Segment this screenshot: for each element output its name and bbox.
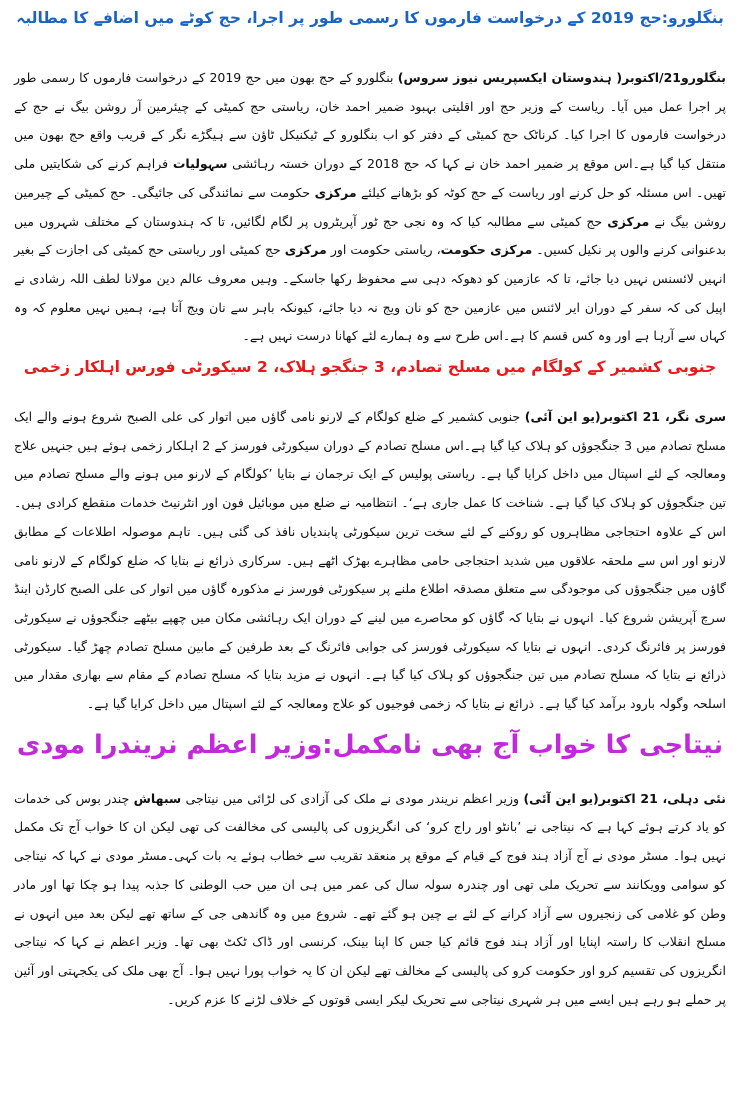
body-hajj-part2: فراہم کرنے کی شکایتیں ملی تھیں۔ اس مسئلہ کو حل کرنے اور ریاست کے حج کوٹہ کو بڑھانے کیلئے xyxy=(14,156,726,200)
body-hajj-bold4: مرکزی حکومت xyxy=(440,242,533,258)
body-kashmir-text: جنوبی کشمیر کے ضلع کولگام کے لارنو نامی گاؤں میں اتوار کی علی الصبح شروع ہونے والے ایک مسلح تصادم میں 3 جنگجوؤں کو ہلاک کیا گیا ہے۔اس مسلح تصادم کے دوران سیکورٹی فورسز کے 2 اہلکار زخمی ہوئے ہیں جنہیں علاج ومعالجہ کے لئے اسپتال میں داخل کرایا گیا ہے۔ ریاستی پولیس کے ایک ترجمان نے بتایا ’کولگام کے لارنو میں ہونے والے مسلح تصادم میں تین جنگجوؤں کو ہلاک کیا گیا ہے۔ شناخت کا عمل جاری ہے‘۔ انتظامیہ نے ضلع میں موبائیل فون اور انٹرنیٹ خدمات منقطع کرادی ہیں۔ اس کے علاوہ احتجاجی مظاہروں کو روکنے کے لئے سخت ترین سیکورٹی پابندیاں نافذ کی گئی ہیں۔ تاہم موصولہ اطلاعات کے مطابق لارنو اور اس سے ملحقہ علاقوں میں شدید احتجاجی حامی مظاہرے بھڑک اٹھے ہیں۔ سرکاری ذرائع نے بتایا کہ ضلع کولگام کے لارنو نامی گاؤں میں جنگجوؤں کی موجودگی سے متعلق مصدقہ اطلاع ملنے پر سیکورٹی فورسز نے مذکورہ گاؤں میں اتوار کی علی الصبح کارڈن اینڈ سرچ آپریشن شروع کیا۔ انہوں نے بتایا کہ گاؤں کو محاصرے میں لینے کے دوران ایک رہائشی مکان میں چھپے بیٹھے جنگجوؤں نے سیکورٹی فورسز پر فائرنگ کردی۔ انہوں نے بتایا کہ سیکورٹی فورسز کی جوابی فائرنگ کے بعد طرفین کے مابین مسلح تصادم چھڑ گیا۔ سیکورٹی ذرائع نے بتایا کہ مسلح تصادم میں تین جنگجوؤں کو ہلاک کیا گیا ہے۔ انہوں نے مزید بتایا کہ مسلح تصادم کے مقام سے بھاری مقدار میں اسلحہ وگولہ بارود برآمد کیا گیا ہے۔ ذرائع نے بتایا کہ زخمی فوجیوں کو علاج ومعالجہ کے لئے اسپتال میں داخل کرایا گیا ہے۔ xyxy=(14,409,726,712)
dateline-netaji: نئی دہلی، 21 اکتوبر(یو این آئی) xyxy=(523,790,726,806)
body-hajj-bold3: مرکزی xyxy=(607,213,650,229)
body-netaji-bold1: سبھاش xyxy=(133,790,182,806)
article-netaji xyxy=(14,725,726,1015)
body-hajj-bold1: سہولیات xyxy=(172,156,228,172)
headline-kashmir: جنوبی کشمیر کے کولگام میں مسلح تصادم، 3 جنگجو ہلاک، 2 سیکورٹی فورس اہلکار زخمی xyxy=(23,358,717,377)
body-netaji-part2: چندر بوس کی خدمات کو یاد کرتے ہوئے کہا ہے کہ نیتاجی نے ’بانٹو اور راج کرو‘ کی انگریزوں کی پالیسی کی مخالفت کی تھی لیکن ان کا خواب آج تک مکمل نہیں ہوا۔ مسٹر مودی نے آج آزاد ہند فوج کے قیام کے موقع پر منعقد تقریب سے خطاب ہوئے یہ بات کہی۔مسٹر مودی نے کہا کہ نیتاجی کو سوامی وویکانند سے تحریک ملی تھی اور چندرہ سولہ سال کی عمر میں ہی ان میں حب الوطنی کا جذبہ پیدا ہو چکا تھا اور مادر وطن کو غلامی کی زنجیروں سے آزاد کرانے کے لئے بے چین ہو گئے تھے۔ شروع میں وہ گاندھی جی کے ساتھ تھے لیکن بعد میں انہوں نے مسلح انقلاب کا راستہ اپنایا اور آزاد ہند فوج قائم کیا جس کا اپنا بینک، کرنسی اور ڈاک ٹکٹ بھی تھا۔ وزیر اعظم نے کہا کہ نیتاجی انگریزوں کی تقسیم کرو اور حکومت کرو کی پالیسی کے مخالف تھے لیکن ان کا یہ خواب پورا نہیں ہوا۔ آج بھی ملک کی یکجہتی اور آئین پر حملے ہو رہے ہیں ایسے میں ہر شہری نیتاجی سے تحریک لیکر ایسی قوتوں کے خلاف لڑنے کا عزم کریں۔ xyxy=(14,790,726,1007)
article-hajj xyxy=(14,0,726,351)
body-hajj-part1: بنگلورو کے حج بھون میں حج 2019 کے درخواست فارموں کا رسمی طور پر اجرا عمل میں آیا۔ ریاست کے وزیر حج اور اقلیتی بہبود ضمیر احمد خان، ریاستی حج کمیٹی کے چیئرمین آر روشن بیگ نے حج کے درخواست فارموں کا اجرا کیا۔ کرناٹک حج کمیٹی کے دفتر کو اب بنگلورو کے ٹیکنیکل ٹاؤن سے ہیگڑے نگر کے قریب واقع حج بھون میں منتقل کیا گیا ہے۔اس موقع پر ضمیر احمد خان نے کہا کہ حج 2018 کے دوران خستہ رہائشی xyxy=(14,70,726,172)
body-hajj-part6: حج کمیٹی اور ریاستی حج کمیٹی کی اجازت کے بغیر انہیں لائسنس نہیں دیا جائے، تا کہ عازمین کو دھوکہ دہی سے محفوظ رکھا جاسکے۔ وہیں معروف عالم دین مولانا لطف اللہ رشادی نے اپیل کی کہ سفر کے دوران ایر لائنس میں عازمین حج کو نان ویج نہ دیا جائے، کیونکہ باہر سے نان ویج آتا ہے، ہمیں نہیں معلوم کہ وہ کہاں سے آرہا ہے اور وہ کس قسم کا ہے۔اس طرح سے وہ ہمارے لئے کھانا درست نہیں ہے۔ xyxy=(14,242,726,344)
dateline-kashmir: سری نگر، 21 اکتوبر(یو این آئی) xyxy=(524,409,727,425)
body-netaji xyxy=(14,785,726,1015)
body-hajj xyxy=(14,64,726,351)
headline-hajj: بنگلورو:حج 2019 کے درخواست فارموں کا رسمی طور پر اجرا، حج کوٹے میں اضافے کا مطالبہ xyxy=(16,9,724,27)
body-netaji-part1: وزیر اعظم نریندر مودی نے ملک کی آزادی کی لڑائی میں نیتاجی xyxy=(185,790,520,806)
dateline-hajj: بنگلورو21/اکتوبر( ہندوستان ایکسپریس نیوز سروس) xyxy=(397,70,726,85)
article-kashmir xyxy=(14,355,726,719)
body-hajj-part4: حج کمیٹی سے مطالبہ کیا کہ وہ نجی حج ٹور آپریٹروں پر لگام لگائیں، تا کہ ہندوستان کے مختلف شہروں میں بدعنوانی کرنے والوں پر نکیل کسیں۔ xyxy=(14,213,726,258)
body-hajj-bold2: مرکزی xyxy=(314,184,357,200)
body-kashmir xyxy=(14,403,726,719)
body-hajj-bold5: مرکزی xyxy=(284,242,327,258)
headline-netaji: نیتاجی کا خواب آج بھی نامکمل:وزیر اعظم نریندرا مودی xyxy=(16,729,724,760)
body-hajj-part3: حکومت سے نمائندگی کی جائیگی۔ حج کمیٹی کے چیرمین روشن بیگ نے xyxy=(14,184,726,229)
body-hajj-part5: ، ریاستی حکومت اور xyxy=(330,242,441,258)
